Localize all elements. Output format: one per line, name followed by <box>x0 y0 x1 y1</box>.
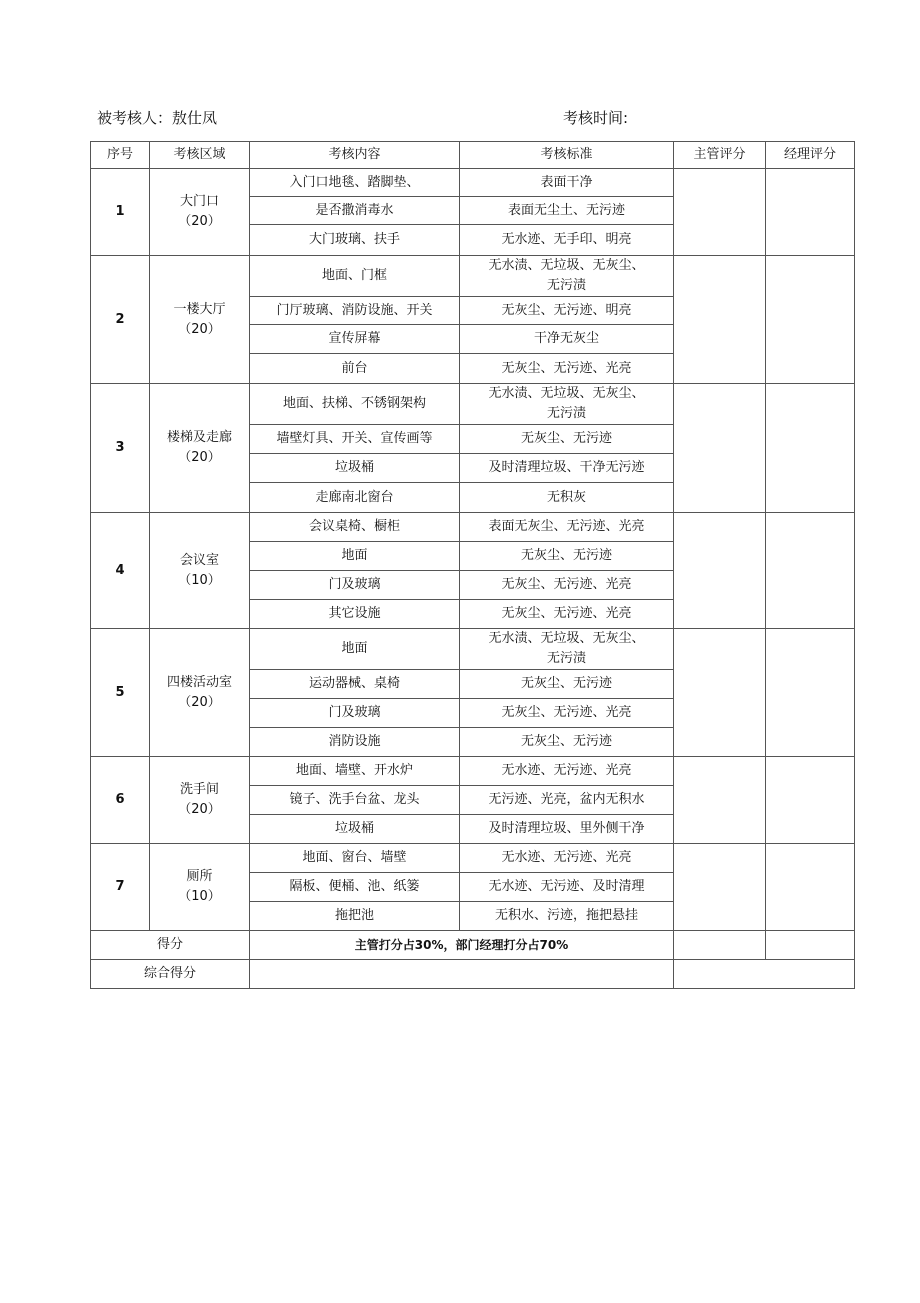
item-content: 门厅玻璃、消防设施、开关 <box>250 297 460 325</box>
assessment-table <box>90 141 855 989</box>
score-label: 得分 <box>91 931 250 960</box>
area-title: 大门口 <box>179 194 219 209</box>
item-content: 拖把池 <box>250 902 460 931</box>
supervisor-total-cell[interactable] <box>674 931 766 960</box>
item-standard <box>460 384 674 425</box>
table-header-row <box>91 142 855 169</box>
area-number: 4 <box>91 513 150 629</box>
supervisor-score-cell[interactable] <box>674 384 766 513</box>
item-standard: 无灰尘、无污迹 <box>460 670 674 699</box>
item-standard: 表面干净 <box>460 169 674 197</box>
area-title: 会议室 <box>179 552 219 568</box>
item-standard: 无灰尘、无污迹 <box>460 542 674 571</box>
item-content: 门及玻璃 <box>250 571 460 600</box>
manager-score-cell[interactable] <box>766 757 855 844</box>
score-weight-note: 主管打分占30%，部门经理打分占70% <box>250 931 674 960</box>
supervisor-score-cell[interactable] <box>674 169 766 256</box>
manager-score-cell[interactable] <box>766 513 855 629</box>
item-standard: 无灰尘、无污迹 <box>460 728 674 757</box>
manager-total-cell[interactable] <box>766 931 855 960</box>
exam-time-label: 考核时间: <box>563 109 629 127</box>
supervisor-score-cell[interactable] <box>674 513 766 629</box>
item-content: 墙壁灯具、开关、宣传画等 <box>250 425 460 454</box>
item-standard: 无灰尘、无污迹、光亮 <box>460 354 674 384</box>
area-points: （10） <box>178 889 221 904</box>
column-header: 考核标准 <box>460 142 674 169</box>
area-name <box>150 384 250 513</box>
item-content: 是否撒消毒水 <box>250 197 460 225</box>
manager-score-cell[interactable] <box>766 256 855 384</box>
item-content: 宣传屏幕 <box>250 325 460 354</box>
item-content: 入门口地毯、踏脚垫、 <box>250 169 460 197</box>
item-standard: 及时清理垃圾、干净无污迹 <box>460 454 674 483</box>
table-row <box>91 169 855 197</box>
supervisor-score-cell[interactable] <box>674 844 766 931</box>
supervisor-score-cell[interactable] <box>674 757 766 844</box>
table-row <box>91 629 855 670</box>
manager-score-cell[interactable] <box>766 844 855 931</box>
item-standard <box>460 629 674 670</box>
area-name <box>150 513 250 629</box>
area-points: （20） <box>178 321 221 337</box>
item-content: 地面、门框 <box>250 256 460 297</box>
area-number: 6 <box>91 757 150 844</box>
manager-score-cell[interactable] <box>766 384 855 513</box>
supervisor-score-cell[interactable] <box>674 256 766 384</box>
manager-score-cell[interactable] <box>766 629 855 757</box>
item-content: 运动器械、桌椅 <box>250 670 460 699</box>
item-content: 垃圾桶 <box>250 815 460 844</box>
item-standard: 无积水、污迹，拖把悬挂 <box>460 902 674 931</box>
item-standard: 表面无灰尘、无污迹、光亮 <box>460 513 674 542</box>
item-content: 走廊南北窗台 <box>250 483 460 513</box>
area-name <box>150 169 250 256</box>
area-title: 洗手间 <box>179 782 219 797</box>
supervisor-score-cell[interactable] <box>674 629 766 757</box>
table-row <box>91 256 855 297</box>
item-content: 地面、窗台、墙壁 <box>250 844 460 873</box>
area-points: （20） <box>178 802 221 817</box>
total-score-extra-cell[interactable] <box>674 960 855 989</box>
item-standard: 无灰尘、无污迹、光亮 <box>460 600 674 629</box>
item-content: 门及玻璃 <box>250 699 460 728</box>
area-points: （10） <box>178 572 221 588</box>
item-content: 地面 <box>250 542 460 571</box>
item-standard <box>460 256 674 297</box>
area-name <box>150 844 250 931</box>
item-standard: 无灰尘、无污迹 <box>460 425 674 454</box>
total-score-cell[interactable] <box>250 960 674 989</box>
item-standard: 表面无尘土、无污迹 <box>460 197 674 225</box>
total-score-label: 综合得分 <box>91 960 250 989</box>
area-name <box>150 629 250 757</box>
item-standard: 无灰尘、无污迹、光亮 <box>460 571 674 600</box>
total-score-row <box>91 960 855 989</box>
item-standard: 无积灰 <box>460 483 674 513</box>
score-row <box>91 931 855 960</box>
item-content: 隔板、便桶、池、纸篓 <box>250 873 460 902</box>
area-points: （20） <box>178 450 221 465</box>
area-number: 7 <box>91 844 150 931</box>
item-standard: 无污迹、光亮，盆内无积水 <box>460 786 674 815</box>
item-standard: 无水迹、无污迹、及时清理 <box>460 873 674 902</box>
item-content: 消防设施 <box>250 728 460 757</box>
area-name <box>150 256 250 384</box>
item-content: 镜子、洗手台盆、龙头 <box>250 786 460 815</box>
item-standard: 无水迹、无污迹、光亮 <box>460 844 674 873</box>
standard-line: 无污渍 <box>546 278 586 293</box>
item-standard: 无水迹、无手印、明亮 <box>460 225 674 256</box>
item-content: 其它设施 <box>250 600 460 629</box>
examinee-name: 敖仕凤 <box>172 109 218 127</box>
area-number: 2 <box>91 256 150 384</box>
table-row <box>91 513 855 542</box>
manager-score-cell[interactable] <box>766 169 855 256</box>
table-row <box>91 757 855 786</box>
area-number: 1 <box>91 169 150 256</box>
item-content: 大门玻璃、扶手 <box>250 225 460 256</box>
area-number: 5 <box>91 629 150 757</box>
standard-line: 无污渍 <box>546 651 586 666</box>
item-standard: 无水迹、无污迹、光亮 <box>460 757 674 786</box>
item-standard: 干净无灰尘 <box>460 325 674 354</box>
table-row <box>91 844 855 873</box>
examinee-label: 被考核人： <box>97 109 173 127</box>
area-title: 楼梯及走廊 <box>166 430 232 445</box>
item-content: 地面、扶梯、不锈钢架构 <box>250 384 460 425</box>
standard-line: 无污渍 <box>546 406 586 421</box>
item-standard: 无灰尘、无污迹、光亮 <box>460 699 674 728</box>
item-content: 地面、墙壁、开水炉 <box>250 757 460 786</box>
table-row <box>91 384 855 425</box>
item-content: 会议桌椅、橱柜 <box>250 513 460 542</box>
area-points: （20） <box>178 694 221 710</box>
examinee-line <box>97 107 217 128</box>
area-name <box>150 757 250 844</box>
standard-line: 无水渍、无垃圾、无灰尘、 <box>488 258 645 273</box>
area-points: （20） <box>178 214 221 229</box>
item-content: 前台 <box>250 354 460 384</box>
standard-line: 无水渍、无垃圾、无灰尘、 <box>488 631 645 646</box>
area-title: 一楼大厅 <box>173 301 226 317</box>
standard-line: 无水渍、无垃圾、无灰尘、 <box>488 386 645 401</box>
area-title: 四楼活动室 <box>166 674 232 690</box>
item-standard: 及时清理垃圾、里外侧干净 <box>460 815 674 844</box>
column-header: 经理评分 <box>766 142 855 169</box>
area-title: 厕所 <box>186 869 213 884</box>
column-header: 主管评分 <box>674 142 766 169</box>
column-header: 考核内容 <box>250 142 460 169</box>
item-standard: 无灰尘、无污迹、明亮 <box>460 297 674 325</box>
column-header: 序号 <box>91 142 150 169</box>
column-header: 考核区域 <box>150 142 250 169</box>
area-number: 3 <box>91 384 150 513</box>
item-content: 垃圾桶 <box>250 454 460 483</box>
item-content: 地面 <box>250 629 460 670</box>
